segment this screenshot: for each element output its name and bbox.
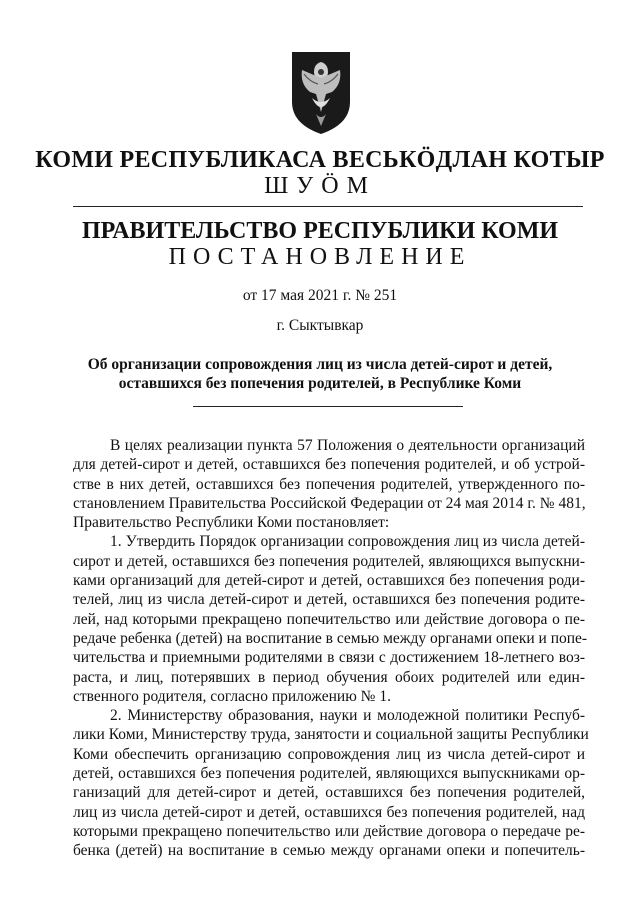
- body-line: Правительство Республики Коми постановляет:: [73, 514, 390, 532]
- body-line: которыми прекращено попечительство или действие договора о передаче ре-: [73, 822, 585, 840]
- body-line: для детей-сирот и детей, оставшихся без попечения родителей, и об устрой-: [73, 456, 585, 474]
- body-line: раста, и лиц, потерявших в период обучения обоих родителей или един-: [73, 668, 585, 686]
- subject-line: оставшихся без попечения родителей, в Республике Коми: [118, 375, 522, 392]
- body-line: становлением Правительства Российской Федерации от 24 мая 2014 г. № 481,: [73, 494, 586, 512]
- document-body: [73, 436, 589, 861]
- body-line: чительства и приемными родителями в связи с достижением 18-летнего воз-: [73, 649, 585, 667]
- header-komi-subtitle: ШУӦМ: [264, 173, 376, 199]
- body-line: сирот и детей, оставшихся без попечения родителей, являющихся выпускни-: [73, 552, 585, 570]
- body-line: телей, лиц из числа детей-сирот и детей, оставшихся без попечения родите-: [73, 591, 585, 609]
- header-government-title: ПРАВИТЕЛЬСТВО РЕСПУБЛИКИ КОМИ: [81, 218, 559, 244]
- header-komi-title: КОМИ РЕСПУБЛИКАСА ВЕСЬКӦДЛАН КОТЫР: [35, 147, 605, 173]
- body-line: лей, над которыми прекращено попечительство или действие договора о пе-: [73, 610, 585, 628]
- body-line: В целях реализации пункта 57 Положения о деятельности организаций: [110, 437, 585, 454]
- body-line: стве в них детей, оставшихся без попечения родителей, утвержденного по-: [73, 475, 585, 493]
- body-line: 1. Утвердить Порядок организации сопровождения лиц из числа детей-: [110, 533, 585, 551]
- header-divider: [73, 206, 583, 207]
- body-line: редаче ребенка (детей) на воспитание в семью между органами опеки и попе-: [73, 629, 588, 647]
- body-line: бенка (детей) на воспитание в семью между органами опеки и попечитель-: [73, 842, 585, 860]
- body-line: 2. Министерству образования, науки и молодежной политики Респуб-: [110, 707, 585, 725]
- body-line: ственного родителя, согласно приложению № 1.: [73, 687, 391, 705]
- document-date: от 17 мая 2021 г. № 251: [242, 287, 398, 304]
- document-city: г. Сыктывкар: [276, 317, 364, 334]
- body-line: лиц из числа детей-сирот и детей, оставшихся без попечения родителей, над: [73, 803, 585, 821]
- body-line: ганизаций для детей-сирот и детей, оставшихся без попечения родителей,: [73, 784, 585, 802]
- document-subject: [0, 355, 640, 393]
- body-line: ками организаций для детей-сирот и детей, оставшихся без попечения роди-: [73, 572, 585, 590]
- body-line: лики Коми, Министерству труда, занятости и социальной защиты Республики: [73, 726, 589, 744]
- document-type: ПОСТАНОВЛЕНИЕ: [168, 244, 472, 270]
- komi-coat-of-arms-icon: [290, 50, 352, 136]
- subject-divider: [193, 406, 463, 407]
- body-line: Коми обеспечить организацию сопровождения лиц из числа детей-сирот и: [73, 745, 585, 763]
- subject-line: Об организации сопровождения лиц из числа детей-сирот и детей,: [87, 356, 553, 373]
- body-line: детей, оставшихся без попечения родителей, являющихся выпускниками ор-: [73, 765, 585, 783]
